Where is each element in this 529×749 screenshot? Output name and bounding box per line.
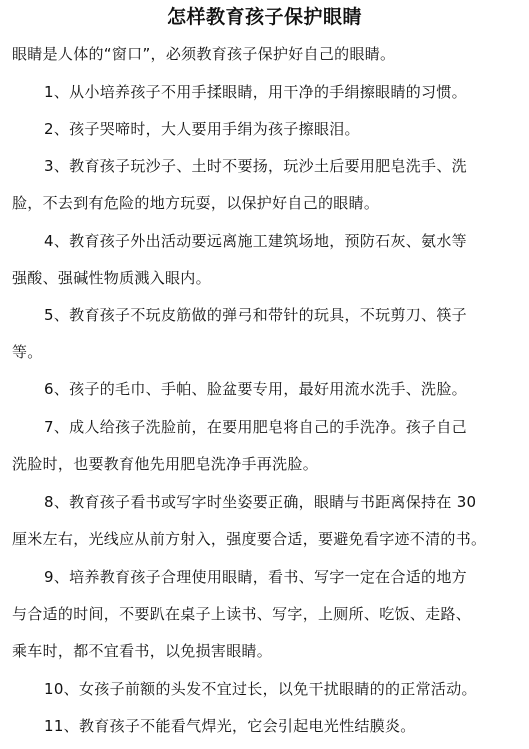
item-9-line-2: 与合适的时间，不要趴在桌子上读书、写字，上厕所、吃饭、走路、 bbox=[12, 605, 472, 623]
item-6-line-1: 6、孩子的毛巾、手帕、脸盆要专用，最好用流水洗手、洗脸。 bbox=[44, 380, 467, 398]
item-1-line-1: 1、从小培养孩子不用手揉眼睛，用干净的手绢擦眼睛的习惯。 bbox=[44, 83, 467, 101]
item-3-line-2: 脸，不去到有危险的地方玩耍，以保护好自己的眼睛。 bbox=[12, 194, 380, 212]
item-10-line-1: 10、女孩子前额的头发不宜过长，以免干扰眼睛的的正常活动。 bbox=[44, 680, 477, 698]
item-7-line-1: 7、成人给孩子洗脸前，在要用肥皂将自己的手洗净。孩子自己 bbox=[44, 418, 467, 436]
item-4-line-1: 4、教育孩子外出活动要远离施工建筑场地，预防石灰、氨水等 bbox=[44, 232, 467, 250]
item-7-line-2: 洗脸时，也要教育他先用肥皂洗净手再洗脸。 bbox=[12, 455, 319, 473]
document-title: 怎样教育孩子保护眼睛 bbox=[166, 6, 362, 28]
item-9-line-1: 9、培养教育孩子合理使用眼睛，看书、写字一定在合适的地方 bbox=[44, 568, 467, 586]
item-8-line-2: 厘米左右，光线应从前方射入，强度要合适，要避免看字迹不清的书。 bbox=[12, 530, 487, 548]
item-9-line-3: 乘车时，都不宜看书，以免损害眼睛。 bbox=[12, 642, 273, 660]
item-3-line-1: 3、教育孩子玩沙子、土时不要扬，玩沙土后要用肥皂洗手、洗 bbox=[44, 157, 467, 175]
item-5-line-2: 等。 bbox=[12, 343, 43, 361]
item-8-line-1: 8、教育孩子看书或写字时坐姿要正确，眼睛与书距离保持在 30 bbox=[44, 493, 477, 511]
item-4-line-2: 强酸、强碱性物质溅入眼内。 bbox=[12, 269, 211, 287]
item-5-line-1: 5、教育孩子不玩皮筋做的弹弓和带针的玩具，不玩剪刀、筷子 bbox=[44, 306, 467, 324]
intro-line: 眼睛是人体的“窗口”，必须教育孩子保护好自己的眼睛。 bbox=[12, 45, 396, 63]
item-11-line-1: 11、教育孩子不能看气焊光，它会引起电光性结膜炎。 bbox=[44, 717, 416, 735]
item-2-line-1: 2、孩子哭啼时，大人要用手绢为孩子擦眼泪。 bbox=[44, 120, 360, 138]
